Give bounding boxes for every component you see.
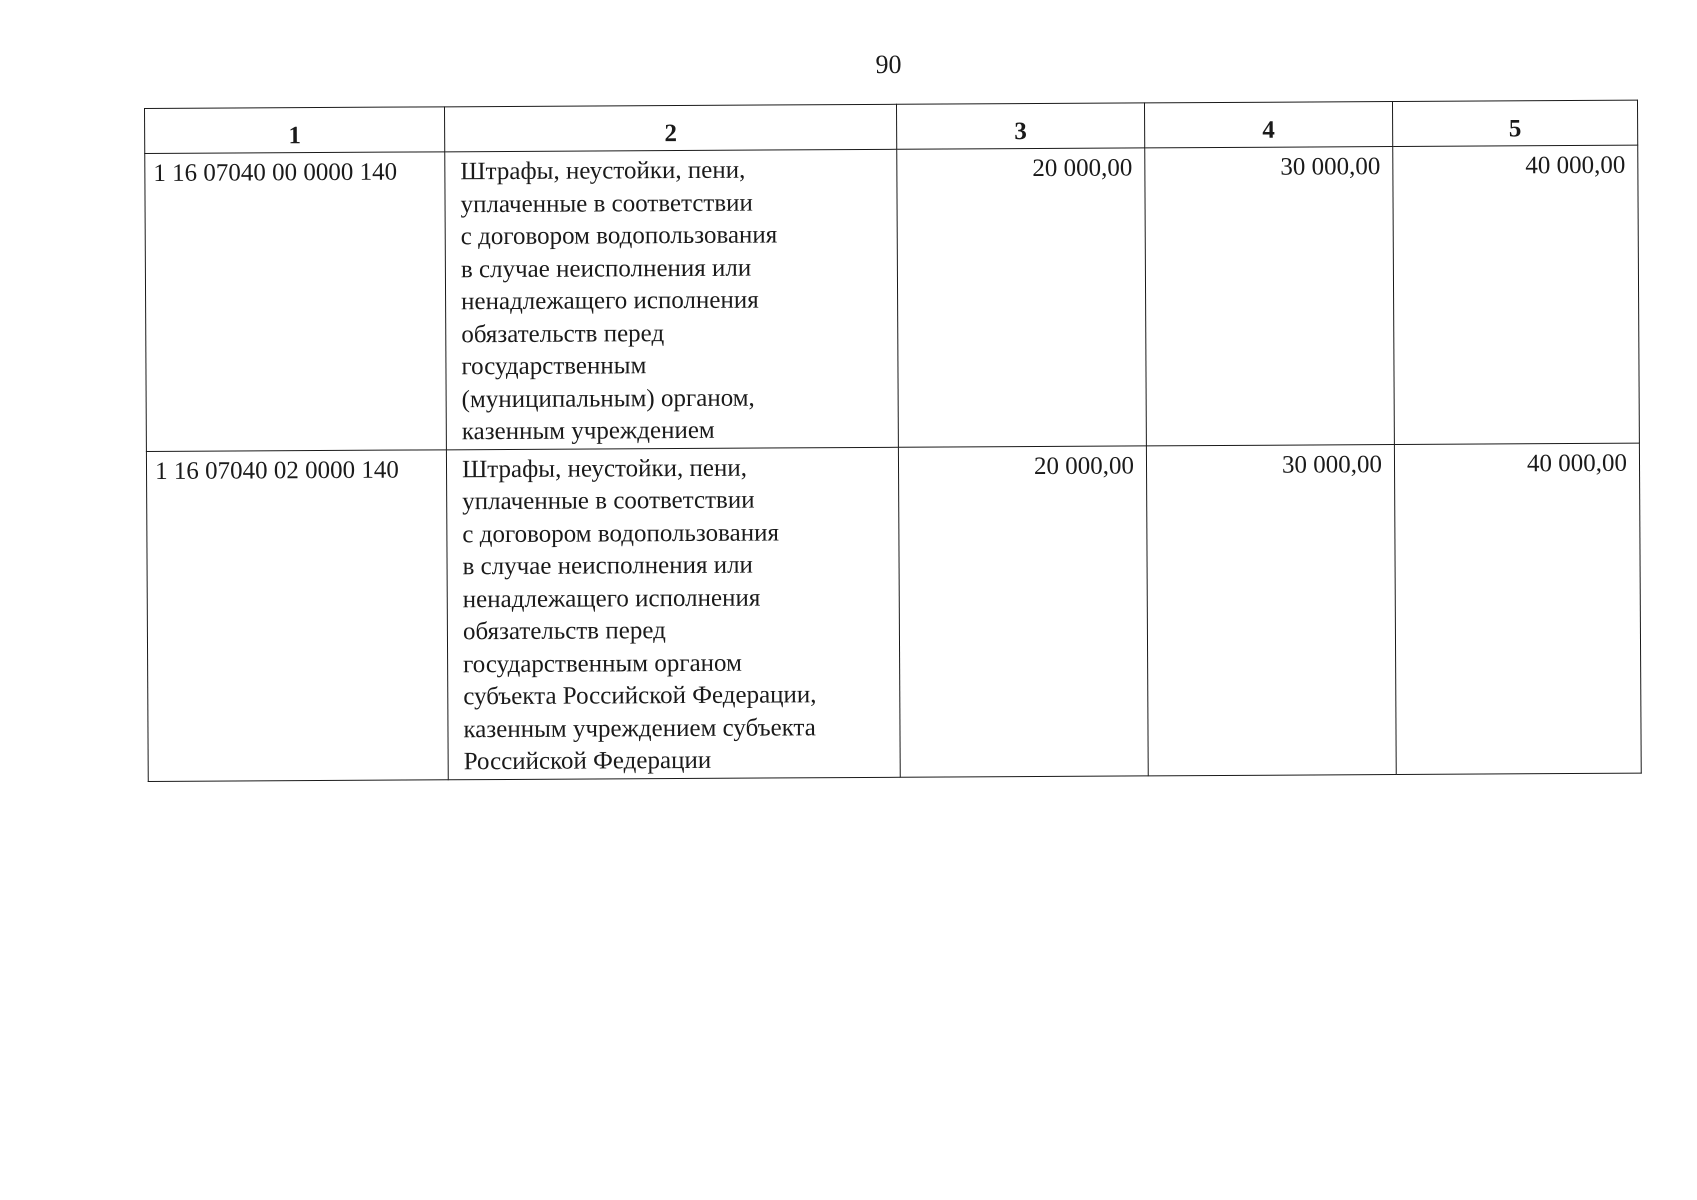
row-name-line: уплаченные в соответствии (462, 486, 755, 516)
row-name-line: с договором водопользования (462, 518, 780, 548)
row-name-line: обязательств перед (461, 319, 665, 348)
row-value-col-3: 20 000,00 (897, 148, 1147, 447)
header-col-5: 5 (1392, 100, 1637, 146)
row-name (445, 149, 899, 449)
row-name (446, 447, 900, 780)
row-name-line: ненадлежащего исполнения (461, 286, 759, 316)
row-name-line: с договором водопользования (460, 221, 778, 251)
row-name-line: (муниципальным) органом, (461, 384, 755, 413)
table-row (146, 443, 1641, 781)
row-name-line: Российской Федерации (463, 746, 712, 776)
header-col-1: 1 (145, 107, 445, 154)
row-value-col-3: 20 000,00 (898, 445, 1148, 776)
row-value-col-5: 40 000,00 (1394, 443, 1641, 774)
header-col-2: 2 (444, 104, 896, 152)
row-name-line: государственным органом (463, 649, 742, 678)
row-name-line: казенным учреждением (461, 416, 715, 446)
row-name-line: Штрафы, неустойки, пени, (461, 454, 748, 483)
header-col-4: 4 (1144, 102, 1392, 148)
row-name-line: Штрафы, неустойки, пени, (460, 156, 746, 186)
page-number: 90 (875, 50, 902, 79)
table-row (145, 145, 1640, 451)
row-name-line: в случае неисполнения или (462, 551, 753, 581)
row-code: 1 16 07040 00 0000 140 (145, 152, 447, 451)
row-name-line: в случае неисполнения или (460, 254, 752, 283)
budget-table (144, 100, 1642, 782)
row-name-line: обязательств перед (462, 617, 666, 646)
row-value-col-4: 30 000,00 (1145, 147, 1395, 446)
table-body (145, 145, 1641, 781)
header-col-3: 3 (896, 103, 1144, 149)
row-code: 1 16 07040 02 0000 140 (146, 449, 448, 781)
row-name-line: государственным (461, 352, 647, 381)
row-name-line: казенным учреждением субъекта (463, 713, 816, 743)
row-name-line: ненадлежащего исполнения (462, 584, 761, 613)
row-value-col-4: 30 000,00 (1146, 444, 1396, 775)
row-value-col-5: 40 000,00 (1393, 145, 1640, 444)
row-name-line: уплаченные в соответствии (460, 189, 753, 218)
row-name-line: субъекта Российской Федерации, (463, 681, 817, 711)
